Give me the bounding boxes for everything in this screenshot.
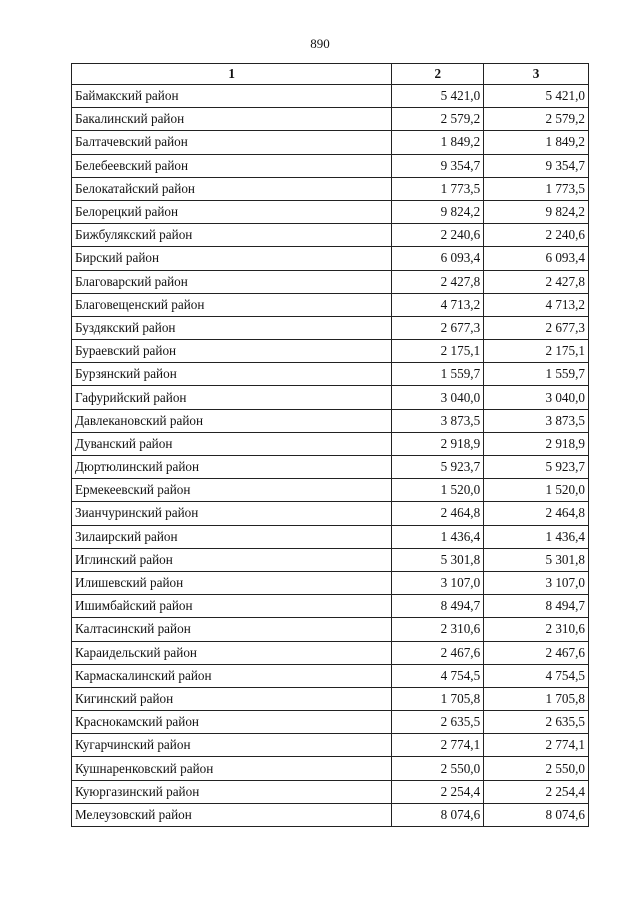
region-name-cell: Дуванский район	[72, 432, 392, 455]
value-col2-cell: 2 240,6	[392, 224, 484, 247]
region-name-cell: Благовещенский район	[72, 293, 392, 316]
table-row	[72, 734, 589, 757]
table-row	[72, 664, 589, 687]
region-name-cell: Бижбулякский район	[72, 224, 392, 247]
table-row	[72, 108, 589, 131]
value-col3-cell: 2 635,5	[484, 711, 589, 734]
table-row	[72, 757, 589, 780]
region-name-cell: Илишевский район	[72, 571, 392, 594]
column-header-2: 2	[392, 64, 484, 85]
value-col3-cell: 1 773,5	[484, 177, 589, 200]
table-row	[72, 687, 589, 710]
value-col3-cell: 2 579,2	[484, 108, 589, 131]
table-row	[72, 154, 589, 177]
value-col2-cell: 9 824,2	[392, 200, 484, 223]
value-col2-cell: 1 520,0	[392, 479, 484, 502]
region-name-cell: Давлекановский район	[72, 409, 392, 432]
region-name-cell: Баймакский район	[72, 85, 392, 108]
table-row	[72, 780, 589, 803]
column-header-3: 3	[484, 64, 589, 85]
value-col3-cell: 3 107,0	[484, 571, 589, 594]
table-row	[72, 711, 589, 734]
table-row	[72, 386, 589, 409]
value-col3-cell: 3 873,5	[484, 409, 589, 432]
region-name-cell: Кармаскалинский район	[72, 664, 392, 687]
value-col2-cell: 2 635,5	[392, 711, 484, 734]
value-col2-cell: 5 301,8	[392, 548, 484, 571]
region-name-cell: Гафурийский район	[72, 386, 392, 409]
table-row	[72, 479, 589, 502]
value-col3-cell: 6 093,4	[484, 247, 589, 270]
table-row	[72, 224, 589, 247]
value-col3-cell: 3 040,0	[484, 386, 589, 409]
value-col3-cell: 1 559,7	[484, 363, 589, 386]
value-col2-cell: 1 849,2	[392, 131, 484, 154]
value-col3-cell: 2 467,6	[484, 641, 589, 664]
value-col3-cell: 5 301,8	[484, 548, 589, 571]
region-name-cell: Бирский район	[72, 247, 392, 270]
table-row	[72, 525, 589, 548]
region-name-cell: Благоварский район	[72, 270, 392, 293]
value-col2-cell: 1 705,8	[392, 687, 484, 710]
value-col2-cell: 3 873,5	[392, 409, 484, 432]
value-col2-cell: 2 175,1	[392, 340, 484, 363]
value-col3-cell: 2 254,4	[484, 780, 589, 803]
value-col3-cell: 2 427,8	[484, 270, 589, 293]
value-col2-cell: 2 918,9	[392, 432, 484, 455]
value-col2-cell: 2 467,6	[392, 641, 484, 664]
region-name-cell: Буздякский район	[72, 316, 392, 339]
table-row	[72, 571, 589, 594]
region-name-cell: Иглинский район	[72, 548, 392, 571]
value-col3-cell: 5 421,0	[484, 85, 589, 108]
table-row	[72, 270, 589, 293]
value-col3-cell: 4 754,5	[484, 664, 589, 687]
value-col3-cell: 2 175,1	[484, 340, 589, 363]
region-name-cell: Бураевский район	[72, 340, 392, 363]
value-col2-cell: 3 107,0	[392, 571, 484, 594]
value-col2-cell: 9 354,7	[392, 154, 484, 177]
table-row	[72, 247, 589, 270]
value-col3-cell: 1 520,0	[484, 479, 589, 502]
page-number: 890	[310, 36, 330, 51]
value-col2-cell: 5 421,0	[392, 85, 484, 108]
value-col3-cell: 8 494,7	[484, 595, 589, 618]
column-header-1: 1	[72, 64, 392, 85]
value-col2-cell: 4 713,2	[392, 293, 484, 316]
value-col3-cell: 2 464,8	[484, 502, 589, 525]
value-col3-cell: 2 550,0	[484, 757, 589, 780]
table-row	[72, 595, 589, 618]
table-row	[72, 548, 589, 571]
value-col3-cell: 2 918,9	[484, 432, 589, 455]
region-name-cell: Белорецкий район	[72, 200, 392, 223]
value-col2-cell: 8 074,6	[392, 803, 484, 826]
value-col3-cell: 8 074,6	[484, 803, 589, 826]
region-name-cell: Куюргазинский район	[72, 780, 392, 803]
value-col2-cell: 2 774,1	[392, 734, 484, 757]
value-col3-cell: 1 705,8	[484, 687, 589, 710]
region-name-cell: Ермекеевский район	[72, 479, 392, 502]
value-col2-cell: 5 923,7	[392, 456, 484, 479]
region-name-cell: Ишимбайский район	[72, 595, 392, 618]
value-col3-cell: 9 354,7	[484, 154, 589, 177]
table-row	[72, 131, 589, 154]
value-col2-cell: 1 559,7	[392, 363, 484, 386]
table-row	[72, 316, 589, 339]
region-name-cell: Бакалинский район	[72, 108, 392, 131]
value-col3-cell: 2 240,6	[484, 224, 589, 247]
region-name-cell: Белокатайский район	[72, 177, 392, 200]
value-col3-cell: 9 824,2	[484, 200, 589, 223]
region-name-cell: Балтачевский район	[72, 131, 392, 154]
value-col2-cell: 6 093,4	[392, 247, 484, 270]
table-row	[72, 363, 589, 386]
table-row	[72, 177, 589, 200]
table-row	[72, 200, 589, 223]
value-col2-cell: 2 254,4	[392, 780, 484, 803]
region-name-cell: Кушнаренковский район	[72, 757, 392, 780]
table-row	[72, 293, 589, 316]
value-col2-cell: 2 427,8	[392, 270, 484, 293]
table-row	[72, 85, 589, 108]
value-col3-cell: 4 713,2	[484, 293, 589, 316]
value-col2-cell: 3 040,0	[392, 386, 484, 409]
table-row	[72, 803, 589, 826]
value-col2-cell: 2 550,0	[392, 757, 484, 780]
region-name-cell: Калтасинский район	[72, 618, 392, 641]
region-name-cell: Краснокамский район	[72, 711, 392, 734]
table-header-row	[72, 64, 589, 85]
value-col2-cell: 2 677,3	[392, 316, 484, 339]
region-name-cell: Караидельский район	[72, 641, 392, 664]
region-name-cell: Белебеевский район	[72, 154, 392, 177]
value-col3-cell: 5 923,7	[484, 456, 589, 479]
value-col2-cell: 1 436,4	[392, 525, 484, 548]
value-col3-cell: 1 436,4	[484, 525, 589, 548]
region-name-cell: Кигинский район	[72, 687, 392, 710]
value-col3-cell: 1 849,2	[484, 131, 589, 154]
table-row	[72, 456, 589, 479]
value-col2-cell: 4 754,5	[392, 664, 484, 687]
value-col2-cell: 2 310,6	[392, 618, 484, 641]
value-col2-cell: 2 579,2	[392, 108, 484, 131]
region-name-cell: Зилаирский район	[72, 525, 392, 548]
value-col2-cell: 8 494,7	[392, 595, 484, 618]
table-row	[72, 502, 589, 525]
region-name-cell: Мелеузовский район	[72, 803, 392, 826]
regions-table	[71, 63, 589, 827]
region-name-cell: Зианчуринский район	[72, 502, 392, 525]
table-row	[72, 641, 589, 664]
table-row	[72, 618, 589, 641]
region-name-cell: Кугарчинский район	[72, 734, 392, 757]
value-col2-cell: 2 464,8	[392, 502, 484, 525]
table-row	[72, 340, 589, 363]
value-col3-cell: 2 677,3	[484, 316, 589, 339]
region-name-cell: Дюртюлинский район	[72, 456, 392, 479]
value-col3-cell: 2 774,1	[484, 734, 589, 757]
value-col3-cell: 2 310,6	[484, 618, 589, 641]
table-row	[72, 409, 589, 432]
region-name-cell: Бурзянский район	[72, 363, 392, 386]
table-row	[72, 432, 589, 455]
value-col2-cell: 1 773,5	[392, 177, 484, 200]
